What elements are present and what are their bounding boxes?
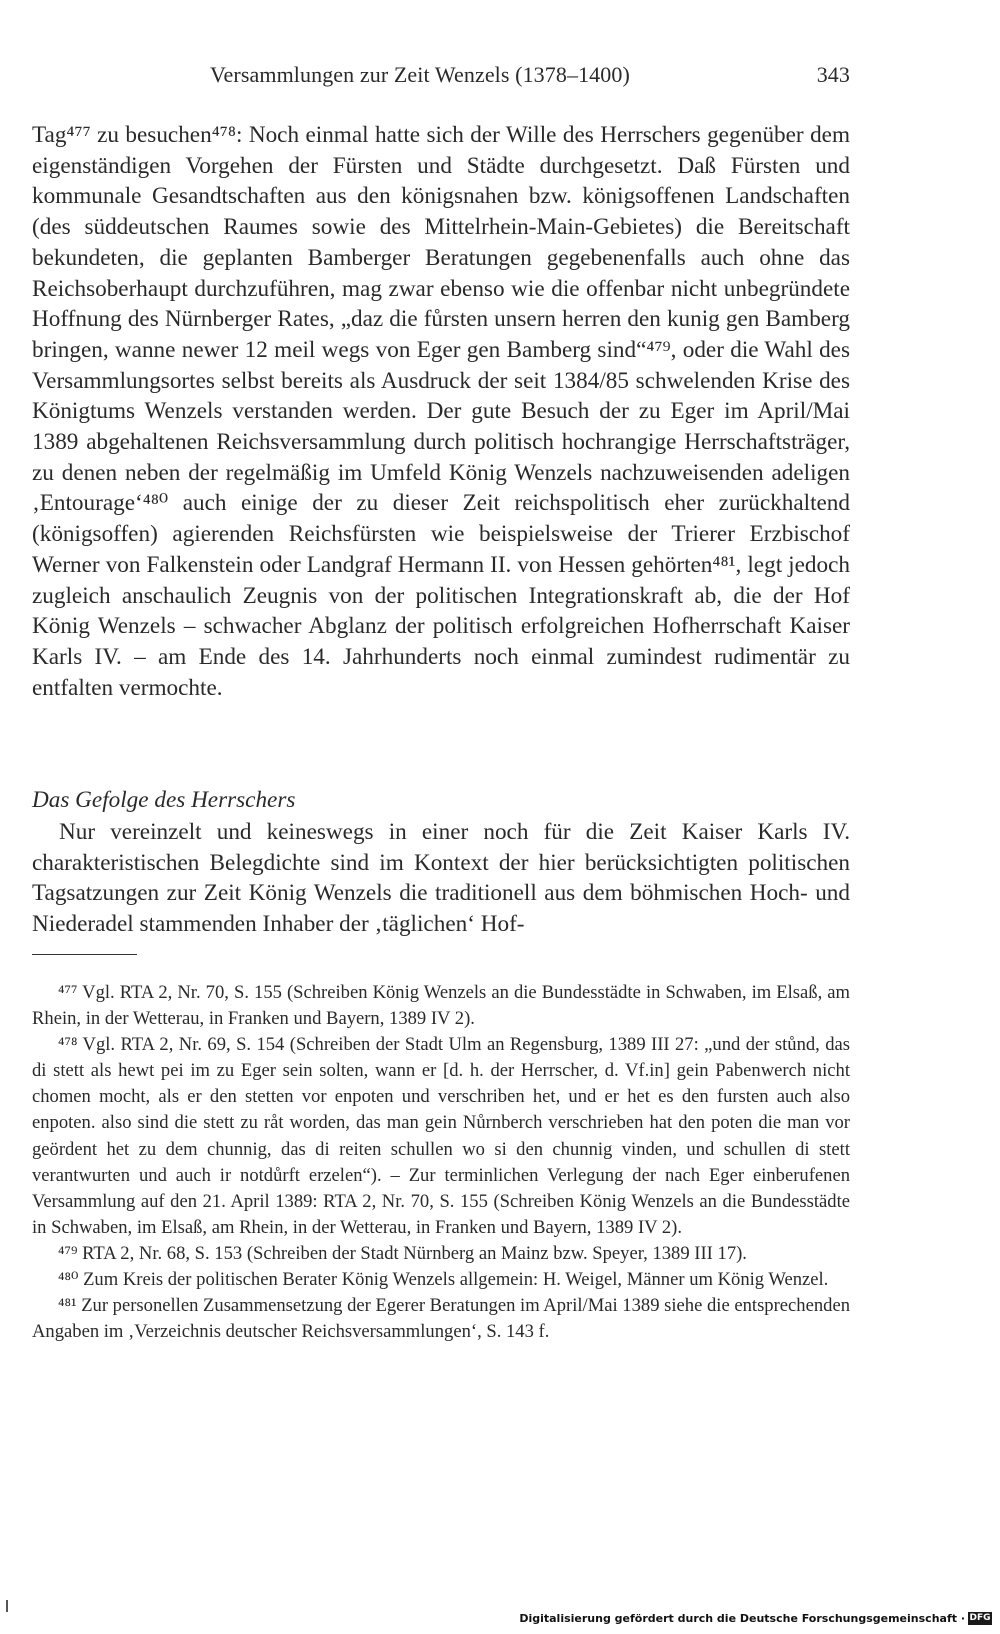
footnote-479: ⁴⁷⁹ RTA 2, Nr. 68, S. 153 (Schreiben der Stadt Nürnberg an Mainz bzw. Speyer, 1389 III 17). [58,1242,747,1264]
footnote-divider [32,954,137,955]
dfg-logo-icon: DFG [969,1613,991,1623]
digitization-footer [519,1612,992,1625]
footnote-481: ⁴⁸¹ Zur personellen Zusammensetzung der Egerer Beratungen im April/Mai 1389 siehe die entsprechenden Angaben im ‚Verzeichnis deutscher Reichsversammlungen‘, S. 143 f. [32,1295,850,1343]
section-heading: Das Gefolge des Herrschers [32,787,296,813]
footnote-478: ⁴⁷⁸ Vgl. RTA 2, Nr. 69, S. 154 (Schreiben der Stadt Ulm an Regensburg, 1389 III 27: „und der stůnd, das di stett als hewt pei im zu Eger sein solten, wann er [d. h. der Herrscher, d. Vf.in] gein Pabenwerch nicht chomen mocht, als er den stetten vor enpoten und verschriben het, und er het es den fursten auch also enpoten. also sind die stett zu råt worden, das man gein Nůrnberch verschrieben hat den poten die man vor geördent het zu dem chunnig, das di reiten schullen wo si den chunnig vinden, und schullen di stett verantwurten und auch ir notdůrft erzelen“). – Zur terminlichen Verlegung der nach Eger einberufenen Versammlung auf den 21. April 1389: RTA 2, Nr. 70, S. 155 (Schreiben König Wenzels an die Bundesstädte in Schwaben, im Elsaß, am Rhein, in der Wetterau, in Franken und Bayern, 1389 IV 2). [32,1034,850,1238]
page-number: 343 [816,62,850,87]
footnotes [32,980,850,1345]
footer-text: Digitalisierung gefördert durch die Deutsche Forschungsgemeinschaft · [519,1612,965,1625]
section-paragraph: Nur vereinzelt und keineswegs in einer noch für die Zeit Kaiser Karls IV. charakteristischen Belegdichte sind im Kontext der hier berücksichtigten politischen Tagsatzungen zur Zeit König Wenzels die traditionell aus dem böhmischen Hoch- und Niederadel stammenden Inhaber der ‚täglichen‘ Hof- [32,819,850,938]
running-title: Versammlungen zur Zeit Wenzels (1378–1400) [210,62,630,87]
footnote-480: ⁴⁸⁰ Zum Kreis der politischen Berater König Wenzels allgemein: H. Weigel, Männer um König Wenzel. [58,1269,829,1291]
scan-margin-mark [6,1600,8,1612]
footnote-477: ⁴⁷⁷ Vgl. RTA 2, Nr. 70, S. 155 (Schreiben König Wenzels an die Bundesstädte in Schwaben, im Elsaß, am Rhein, in der Wetterau, in Franken und Bayern, 1389 IV 2). [32,982,850,1030]
main-text [32,120,850,703]
body-paragraph: Tag⁴⁷⁷ zu besuchen⁴⁷⁸: Noch einmal hatte sich der Wille des Herrschers gegenüber dem eigenständigen Vorgehen der Fürsten und Städte durchgesetzt. Daß Fürsten und kommunale Gesandtschaften aus den königsnahen bzw. königsoffenen Landschaften (des süddeutschen Raumes sowie des Mittelrhein-Main-Gebietes) die Bereitschaft bekundeten, die geplanten Bamberger Beratungen gegebenenfalls auch ohne das Reichsoberhaupt durchzuführen, mag zwar ebenso wie die offenbar nicht unbegründete Hoffnung des Nürnberger Rates, „daz die fůrsten unsern herren den kunig gen Bamberg bringen, wanne newer 12 meil wegs von Eger gen Bamberg sind“⁴⁷⁹, oder die Wahl des Versammlungsortes selbst bereits als Ausdruck der seit 1384/85 schwelenden Krise des Königtums Wenzels verstanden werden. Der gute Besuch der zu Eger im April/Mai 1389 abgehaltenen Reichsversammlung durch politisch hochrangige Herrschaftsträger, zu denen neben der regelmäßig im Umfeld König Wenzels nachzuweisenden adeligen ‚Entourage‘⁴⁸⁰ auch einige der zu dieser Zeit reichspolitisch eher zurückhaltend (königsoffen) agierenden Reichsfürsten wie beispielsweise der Trierer Erzbischof Werner von Falkenstein oder Landgraf Hermann II. von Hessen gehörten⁴⁸¹, legt jedoch zugleich anschaulich Zeugnis von der politischen Integrationskraft ab, die der Hof König Wenzels – schwacher Abglanz der politisch erfolgreichen Hofherrschaft Kaiser Karls IV. – am Ende des 14. Jahrhunderts noch einmal zumindest rudimentär zu entfalten vermochte. [32,122,850,701]
